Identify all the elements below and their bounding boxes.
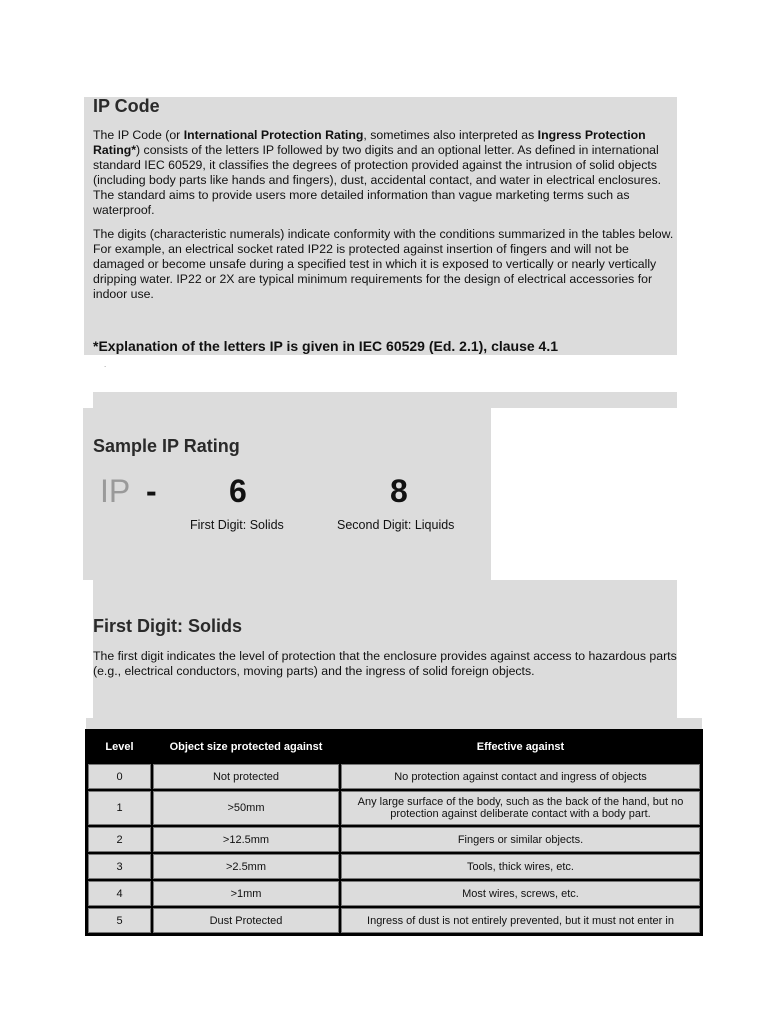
- rating-first-digit: 6: [229, 473, 247, 509]
- cell-level: 5: [88, 908, 151, 933]
- cell-level: 0: [88, 764, 151, 789]
- table-row: [88, 908, 700, 933]
- cell-level: 4: [88, 881, 151, 906]
- p1-bold-2: Ingress Protection Rating*: [93, 128, 646, 157]
- table-header-row: [88, 732, 700, 762]
- rating-prefix: IP: [100, 473, 131, 509]
- rating-second-digit: 8: [390, 473, 408, 509]
- cell-object-size: >1mm: [153, 881, 339, 906]
- cell-object-size: >2.5mm: [153, 854, 339, 879]
- sample-section-background: [83, 408, 491, 580]
- sample-rating-heading: Sample IP Rating: [93, 436, 240, 456]
- cell-effective-against: Most wires, screws, etc.: [341, 881, 700, 906]
- cell-object-size: >50mm: [153, 791, 339, 825]
- cell-level: 2: [88, 827, 151, 852]
- table-row: [88, 881, 700, 906]
- cell-effective-against: Fingers or similar objects.: [341, 827, 700, 852]
- divider-band: [93, 392, 677, 408]
- p1-text-3: ) consists of the letters IP followed by two digits and an optional letter. As defined in international standard IEC 60529, it classifies the degrees of protection provided against the intrusion of solid objects (including body parts like hands and fingers), dust, accidental contact, and water in electrical enclosures. The standard aims to provide users more detailed information than vague marketing terms such as waterproof.: [93, 143, 662, 217]
- cell-effective-against: Any large surface of the body, such as the back of the hand, but no protection against deliberate contact with a body part.: [341, 791, 700, 825]
- ip-code-heading: IP Code: [93, 96, 160, 116]
- solids-table: [85, 729, 703, 936]
- ip-explanation-note: *Explanation of the letters IP is given in IEC 60529 (Ed. 2.1), clause 4.1: [93, 338, 559, 354]
- header-level: Level: [88, 732, 151, 762]
- stray-mark: .: [104, 360, 107, 369]
- ip-code-paragraph-1: [93, 128, 678, 218]
- cell-level: 3: [88, 854, 151, 879]
- solids-heading: First Digit: Solids: [93, 616, 243, 636]
- table-row: [88, 827, 700, 852]
- cell-object-size: Not protected: [153, 764, 339, 789]
- cell-object-size: >12.5mm: [153, 827, 339, 852]
- table-row: [88, 854, 700, 879]
- header-effective-against: Effective against: [341, 732, 700, 762]
- cell-object-size: Dust Protected: [153, 908, 339, 933]
- p1-bold-1: International Protection Rating: [183, 128, 364, 142]
- header-object-size: Object size protected against: [153, 732, 339, 762]
- second-digit-caption: Second Digit: Liquids: [337, 518, 455, 532]
- rating-dash: -: [146, 473, 157, 509]
- cell-effective-against: Ingress of dust is not entirely prevented, but it must not enter in: [341, 908, 700, 933]
- ip-code-paragraph-2: The digits (characteristic numerals) indicate conformity with the conditions summarized in the tables below. For example, an electrical socket rated IP22 is protected against insertion of fingers and will not be damaged or become unsafe during a specified test in which it is exposed to vertically or nearly vertically dripping water. IP22 or 2X are typical minimum requirements for the design of electrical accessories for indoor use.: [93, 227, 674, 301]
- cell-level: 1: [88, 791, 151, 825]
- p1-text-2: , sometimes also interpreted as: [363, 128, 538, 142]
- table-row: [88, 791, 700, 825]
- cell-effective-against: No protection against contact and ingress of objects: [341, 764, 700, 789]
- solids-description: The first digit indicates the level of protection that the enclosure provides against access to hazardous parts (e.g., electrical conductors, moving parts) and the ingress of solid foreign objects.: [93, 649, 677, 678]
- p1-text-1: The IP Code (or: [93, 128, 184, 142]
- cell-effective-against: Tools, thick wires, etc.: [341, 854, 700, 879]
- first-digit-caption: First Digit: Solids: [190, 518, 284, 532]
- table-row: [88, 764, 700, 789]
